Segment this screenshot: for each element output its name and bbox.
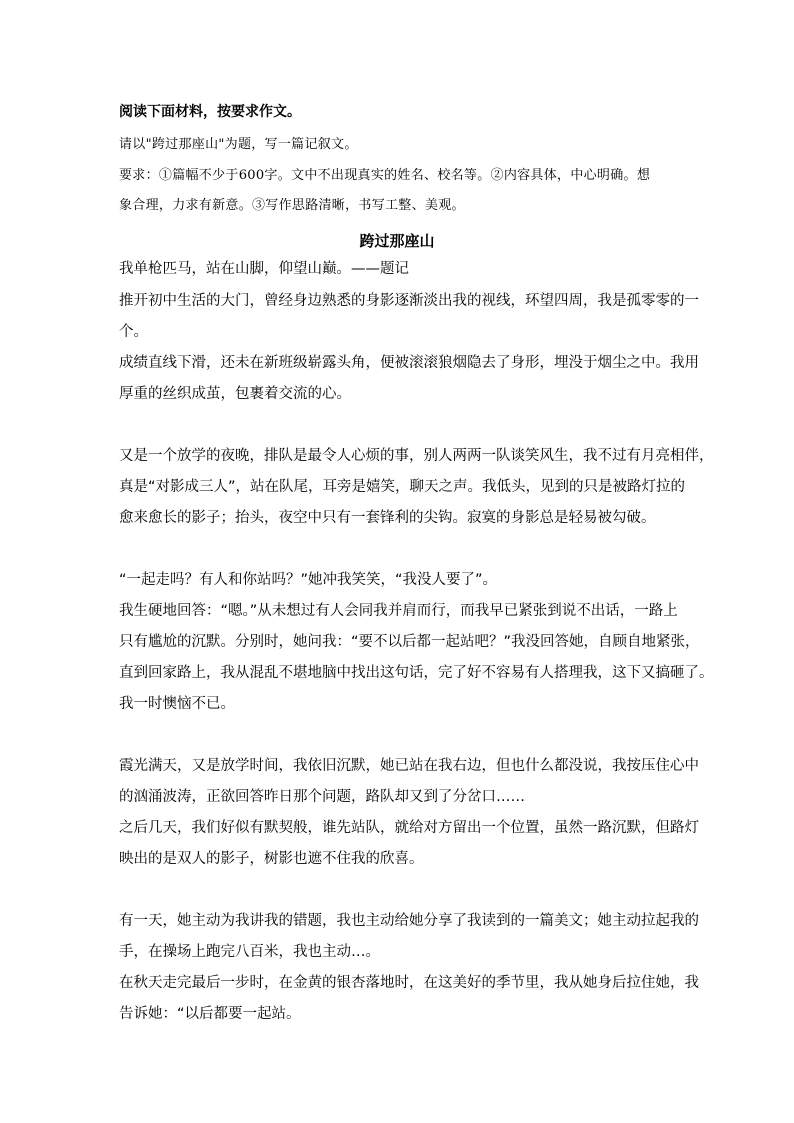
essay-line: 在秋天走完最后一步时，在金黄的银杏落地时，在这美好的季节里，我从她身后拉住她，我 (119, 975, 699, 991)
essay-line: “一起走吗？有人和你站吗？”她冲我笑笑，“我没人要了”。 (119, 572, 498, 588)
essay-line: 成绩直线下滑，还未在新班级崭露头角，便被滚滚狼烟隐去了身形，埋没于烟尘之中。我用 (119, 355, 699, 371)
prompt-task: 请以"跨过那座山"为题，写一篇记叙文。 (119, 137, 358, 152)
essay-line: 手，在操场上跑完八百米，我也主动…。 (119, 944, 380, 960)
essay-line: 只有尴尬的沉默。分别时，她问我：“要不以后都一起站吧？”我没回答她，自顾自地紧张， (119, 634, 700, 650)
essay-line: 直到回家路上，我从混乱不堪地脑中找出这句话，完了好不容易有人搭理我，这下又搞砸了。 (119, 665, 714, 681)
essay-line: 愈来愈长的影子；抬头，夜空中只有一套锋利的尖钩。寂寞的身影总是轻易被勾破。 (119, 510, 656, 526)
essay-line: 推开初中生活的大门，曾经身边熟悉的身影逐渐淡出我的视线，环望四周，我是孤零零的一 (119, 293, 699, 309)
essay-line: 我生硬地回答：“嗯。”从未想过有人会同我并肩而行，而我早已紧张到说不出话，一路上 (119, 603, 678, 619)
essay-line: 有一天，她主动为我讲我的错题，我也主动给她分享了我读到的一篇美文；她主动拉起我的 (119, 913, 699, 929)
essay-line: 映出的是双人的影子，树影也遮不住我的欣喜。 (119, 851, 424, 867)
prompt-heading: 阅读下面材料，按要求作文。 (119, 104, 301, 120)
essay-line: 个。 (119, 324, 148, 340)
essay-line: 告诉她：“以后都要一起站。 (119, 1006, 301, 1022)
essay-line: 我一时懊恼不已。 (119, 696, 235, 712)
essay-epigraph: 我单枪匹马，站在山脚，仰望山巅。——题记 (119, 261, 409, 277)
essay-title: 跨过那座山 (359, 232, 435, 250)
essay-line: 的汹涌波涛，正欲回答昨日那个问题，路队却又到了分岔口…… (119, 789, 525, 805)
essay-line: 厚重的丝织成茧，包裹着交流的心。 (119, 386, 351, 402)
prompt-requirements-line-1: 要求：①篇幅不少于600字。文中不出现真实的姓名、校名等。②内容具体，中心明确。想 (119, 168, 651, 183)
essay-line: 霞光满天，又是放学时间，我依旧沉默，她已站在我右边，但也什么都没说，我按压住心中 (119, 758, 699, 774)
essay-line: 又是一个放学的夜晚，排队是最令人心烦的事，别人两两一队谈笑风生，我不过有月亮相伴， (119, 448, 714, 464)
essay-line: 之后几天，我们好似有默契般，谁先站队，就给对方留出一个位置，虽然一路沉默，但路灯 (119, 820, 699, 836)
prompt-requirements-line-2: 象合理，力求有新意。③写作思路清晰，书写工整、美观。 (119, 198, 465, 213)
essay-line: 真是“对影成三人”，站在队尾，耳旁是嬉笑，聊天之声。我低头，见到的只是被路灯拉的 (119, 479, 686, 495)
